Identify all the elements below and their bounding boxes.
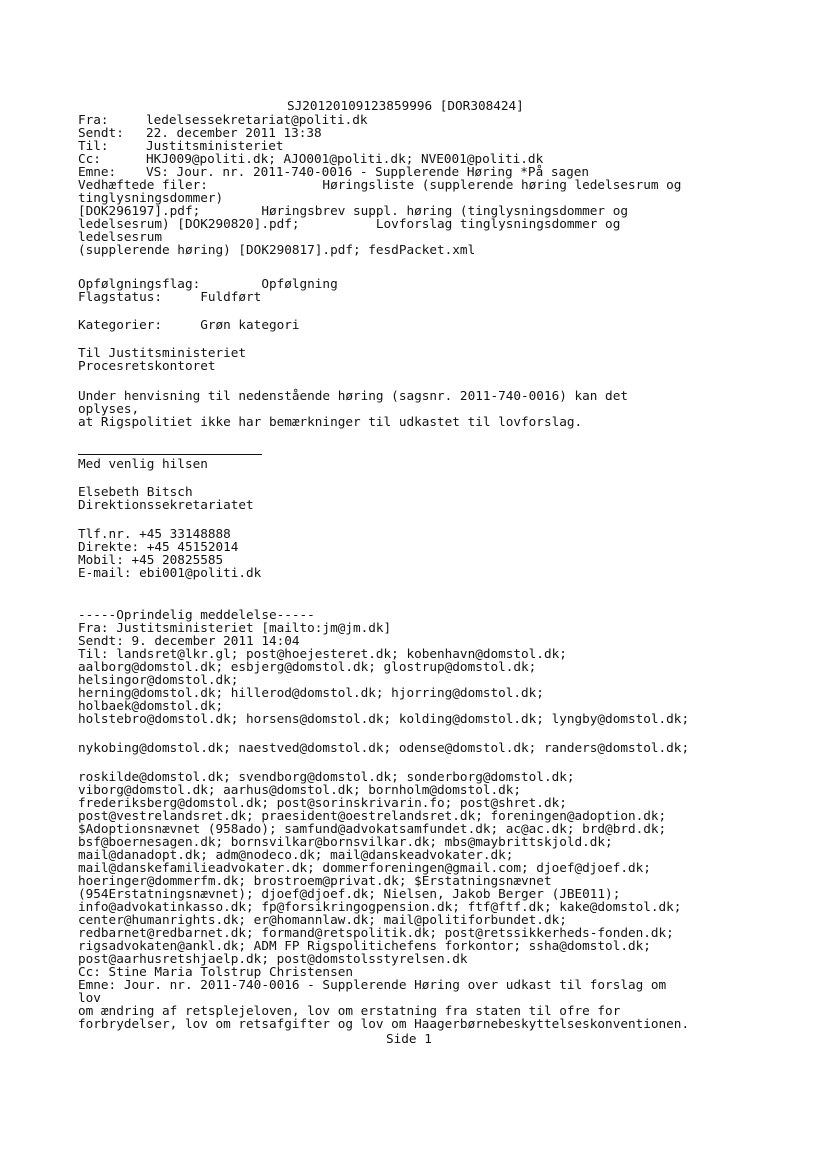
original-to-line: $Adoptionsnævnet (958ado); samfund@advokatsamfundet.dk; ac@ac.dk; brd@brd.dk; <box>78 821 667 836</box>
header-cc-value: HKJ009@politi.dk; AJO001@politi.dk; NVE001@politi.dk <box>146 151 544 166</box>
flag-status: Flagstatus: Fuldført <box>78 289 262 304</box>
original-to-line: frederiksberg@domstol.dk; post@sorinskrivarin.fo; post@shret.dk; <box>78 795 567 810</box>
header-from-value: ledelsessekretariat@politi.dk <box>146 112 368 127</box>
recipient-line: Procesretskontoret <box>78 358 216 373</box>
original-subject-line: lov <box>78 990 101 1005</box>
original-to-line: hoeringer@dommerfm.dk; brostroem@privat.dk; $Erstatningsnævnet <box>78 873 552 888</box>
header-subject-label: Emne: <box>78 164 117 179</box>
original-to-line: mail@danadopt.dk; adm@nodeco.dk; mail@danskeadvokater.dk; <box>78 847 514 862</box>
signature-phone: Tlf.nr. +45 33148888 <box>78 526 231 541</box>
attachments-line: [DOK296197].pdf; Høringsbrev suppl. høring (tinglysningsdommer og <box>78 203 628 218</box>
header-to-value: Justitsministeriet <box>146 138 284 153</box>
original-heading: -----Oprindelig meddelelse----- <box>78 607 315 622</box>
original-to-line: mail@danskefamilieadvokater.dk; dommerforeningen@gmail.com; djoef@djoef.dk; <box>78 860 651 875</box>
original-to-line: holbaek@domstol.dk; <box>78 698 224 713</box>
original-from: Fra: Justitsministeriet [mailto:jm@jm.dk] <box>78 620 392 635</box>
original-to-line: info@advokatinkasso.dk; fp@forsikringogpension.dk; ftf@ftf.dk; kake@domstol.dk; <box>78 899 682 914</box>
original-subject-line: om ændring af retsplejeloven, lov om erstatning fra staten til ofre for <box>78 1003 621 1018</box>
original-to-line: (954Erstatningsnævnet); djoef@djoef.dk; Nielsen, Jakob Berger (JBE011); <box>78 886 621 901</box>
header-sent-value: 22. december 2011 13:38 <box>146 125 322 140</box>
header-subject-value: VS: Jour. nr. 2011-740-0016 - Supplerende Høring *På sagen <box>146 164 590 179</box>
body-line: Under henvisning til nedenstående høring (sagsnr. 2011-740-0016) kan det <box>78 388 628 403</box>
body-line: oplyses, <box>78 401 140 416</box>
original-subject-line: Emne: Jour. nr. 2011-740-0016 - Supplerende Høring over udkast til forslag om <box>78 977 667 992</box>
original-to-line: Til: landsret@lkr.gl; post@hoejesteret.dk; kobenhavn@domstol.dk; <box>78 646 567 661</box>
followup-flag: Opfølgningsflag: Opfølgning <box>78 276 338 291</box>
attachments-line: ledelsesrum) [DOK290820].pdf; Lovforslag tinglysningsdommer og <box>78 216 621 231</box>
signature-divider <box>78 454 262 455</box>
header-cc-label: Cc: <box>78 151 101 166</box>
attachments-line: ledelsesrum <box>78 229 163 244</box>
original-to-line: post@vestrelandsret.dk; praesident@oestrelandsret.dk; foreningen@adoption.dk; <box>78 808 667 823</box>
categories: Kategorier: Grøn kategori <box>78 317 300 332</box>
original-to-line: redbarnet@redbarnet.dk; formand@retspolitik.dk; post@retssikkerheds-fonden.dk; <box>78 925 674 940</box>
signature-department: Direktionssekretariatet <box>78 497 254 512</box>
attachments-line: Vedhæftede filer: Høringsliste (supplerende høring ledelsesrum og <box>78 177 682 192</box>
original-to-line: holstebro@domstol.dk; horsens@domstol.dk; kolding@domstol.dk; lyngby@domstol.dk; <box>78 711 690 726</box>
page-number: Side 1 <box>386 1031 432 1046</box>
original-subject-line: forbrydelser, lov om retsafgifter og lov om Haagerbørnebeskyttelseskonventionen. <box>78 1016 690 1031</box>
document-id: SJ20120109123859996 [DOR308424] <box>287 98 524 113</box>
signature-name: Elsebeth Bitsch <box>78 484 193 499</box>
signature-direct: Direkte: +45 45152014 <box>78 539 239 554</box>
original-to-line: center@humanrights.dk; er@homannlaw.dk; mail@politiforbundet.dk; <box>78 912 567 927</box>
body-line: at Rigspolitiet ikke har bemærkninger til udkastet til lovforslag. <box>78 414 583 429</box>
original-to-line: bsf@boernesagen.dk; bornsvilkar@bornsvilkar.dk; mbs@maybrittskjold.dk; <box>78 834 613 849</box>
signature-greeting: Med venlig hilsen <box>78 456 208 471</box>
original-cc: Cc: Stine Maria Tolstrup Christensen <box>78 964 353 979</box>
original-to-line: nykobing@domstol.dk; naestved@domstol.dk; odense@domstol.dk; randers@domstol.dk; <box>78 740 690 755</box>
original-to-line: aalborg@domstol.dk; esbjerg@domstol.dk; glostrup@domstol.dk; <box>78 659 537 674</box>
original-to-line: rigsadvokaten@ankl.dk; ADM FP Rigspolitichefens forkontor; ssha@domstol.dk; <box>78 938 651 953</box>
header-from-label: Fra: <box>78 112 109 127</box>
header-sent-label: Sendt: <box>78 125 124 140</box>
attachments-line: tinglysningsdommer) <box>78 190 224 205</box>
original-to-line: helsingor@domstol.dk; <box>78 672 239 687</box>
original-sent: Sendt: 9. december 2011 14:04 <box>78 633 300 648</box>
signature-email: E-mail: ebi001@politi.dk <box>78 565 262 580</box>
original-to-line: herning@domstol.dk; hillerod@domstol.dk; hjorring@domstol.dk; <box>78 685 544 700</box>
original-to-line: post@aarhusretshjaelp.dk; post@domstolsstyrelsen.dk <box>78 951 468 966</box>
original-to-line: roskilde@domstol.dk; svendborg@domstol.dk; sonderborg@domstol.dk; <box>78 769 575 784</box>
header-to-label: Til: <box>78 138 109 153</box>
attachments-line: (supplerende høring) [DOK290817].pdf; fesdPacket.xml <box>78 242 476 257</box>
original-to-line: viborg@domstol.dk; aarhus@domstol.dk; bornholm@domstol.dk; <box>78 782 522 797</box>
signature-mobile: Mobil: +45 20825585 <box>78 552 224 567</box>
recipient-line: Til Justitsministeriet <box>78 345 247 360</box>
